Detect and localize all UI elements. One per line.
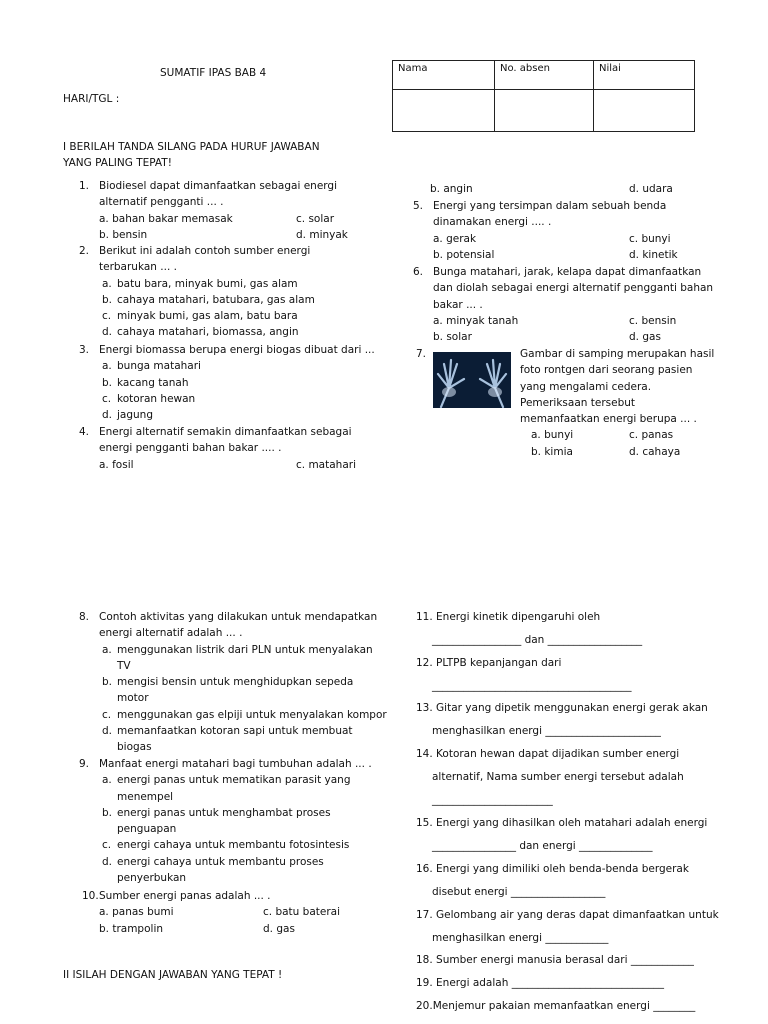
question-text: Pemeriksaan tersebut	[520, 396, 636, 409]
name-field[interactable]	[393, 90, 495, 132]
option-letter: c.	[102, 310, 112, 323]
option-a[interactable]: a. gerak	[433, 232, 477, 245]
question-19[interactable]: 19. Energi adalah _____________________________	[416, 977, 664, 989]
option-letter: c.	[102, 708, 112, 721]
question-text: Biodiesel dapat dimanfaatkan sebagai energi	[99, 180, 338, 192]
option-b[interactable]: cahaya matahari, batubara, gas alam	[117, 293, 315, 306]
question-number: 3.	[79, 344, 90, 356]
question-text: dan diolah sebagai energi alternatif pengganti bahan	[433, 282, 714, 295]
question-2	[79, 243, 359, 341]
question-text: Energi yang tersimpan dalam sebuah benda	[433, 200, 667, 212]
answer-blank-11[interactable]: _________________ dan __________________	[432, 634, 643, 646]
question-15: 15. Energi yang dihasilkan oleh matahari adalah energi	[416, 817, 708, 829]
option-d[interactable]: d. kinetik	[629, 248, 678, 261]
option-b[interactable]: mengisi bensin untuk menghidupkan sepeda	[117, 676, 354, 689]
question-number: 9.	[79, 758, 90, 770]
question-text: foto rontgen dari seorang pasien	[520, 364, 693, 377]
option-letter: b.	[102, 293, 113, 306]
page-title: SUMATIF IPAS BAB 4	[160, 67, 267, 79]
question-number: 1.	[79, 180, 90, 192]
option-a[interactable]: a. bunyi	[531, 429, 574, 442]
option-c[interactable]: c. matahari	[296, 458, 356, 471]
option-d[interactable]: d. udara	[629, 183, 673, 195]
option-d-cont: biogas	[117, 741, 152, 754]
option-b[interactable]: b. angin	[430, 183, 473, 195]
option-letter: c.	[102, 839, 112, 852]
answer-blank-13[interactable]: menghasilkan energi ______________________	[432, 725, 661, 737]
question-5	[413, 198, 693, 263]
option-letter: a.	[102, 360, 112, 373]
question-text: energi alternatif adalah ... .	[99, 627, 243, 640]
question-text: yang mengalami cedera.	[520, 380, 652, 393]
option-letter: c.	[102, 392, 112, 405]
option-a-cont: TV	[117, 659, 131, 672]
answer-blank-17[interactable]: menghasilkan energi ____________	[432, 932, 609, 944]
option-b[interactable]: b. kimia	[531, 445, 573, 458]
option-b-cont: penguapan	[117, 823, 177, 836]
option-c[interactable]: c. solar	[296, 212, 335, 225]
option-a[interactable]: energi panas untuk mematikan parasit yang	[117, 774, 351, 787]
question-number: 7.	[416, 348, 427, 360]
option-letter: b.	[102, 676, 113, 689]
option-letter: b.	[102, 806, 113, 819]
question-7	[520, 346, 720, 460]
question-text: memanfaatkan energi berupa ... .	[520, 413, 697, 426]
question-number: 10.	[82, 890, 99, 902]
option-d[interactable]: memanfaatkan kotoran sapi untuk membuat	[117, 725, 353, 738]
option-letter: d.	[102, 409, 113, 422]
option-letter: d.	[102, 855, 113, 868]
option-letter: b.	[102, 376, 113, 389]
question-4-continued	[430, 181, 680, 197]
option-a[interactable]: a. fosil	[99, 458, 134, 471]
question-8	[79, 609, 387, 756]
question-number: 4.	[79, 426, 90, 438]
option-letter: a.	[102, 643, 112, 656]
question-14-cont: alternatif, Nama sumber energi tersebut adalah	[432, 771, 684, 783]
option-c[interactable]: c. panas	[629, 429, 674, 442]
question-10	[82, 888, 359, 937]
option-a-cont: menempel	[117, 790, 174, 803]
question-20[interactable]: 20.Menjemur pakaian memanfaatkan energi ________	[416, 1000, 696, 1012]
question-text: Energi biomassa berupa energi biogas dibuat dari ...	[99, 344, 375, 356]
question-9	[79, 756, 379, 886]
option-d[interactable]: jagung	[117, 409, 153, 422]
option-d[interactable]: d. gas	[263, 922, 295, 935]
section-1-title	[63, 139, 320, 171]
question-text: bakar ... .	[433, 298, 483, 311]
option-a[interactable]: a. bahan bakar memasak	[99, 212, 233, 225]
option-a[interactable]: a. panas bumi	[99, 906, 174, 919]
xray-hands-image	[433, 352, 511, 408]
question-text: dinamakan energi .... .	[433, 216, 552, 229]
option-c[interactable]: c. bensin	[629, 314, 677, 327]
question-13: 13. Gitar yang dipetik menggunakan energi gerak akan	[416, 702, 708, 714]
question-text: Sumber energi panas adalah ... .	[99, 890, 271, 902]
option-c[interactable]: kotoran hewan	[117, 392, 196, 405]
option-c[interactable]: energi cahaya untuk membantu fotosintesis	[117, 839, 350, 852]
option-b[interactable]: b. trampolin	[99, 922, 164, 935]
option-d[interactable]: energi cahaya untuk membantu proses	[117, 855, 324, 868]
question-16: 16. Energi yang dimiliki oleh benda-benda bergerak	[416, 863, 689, 875]
option-letter: d.	[102, 725, 113, 738]
question-number: 8.	[79, 611, 90, 623]
question-number: 6.	[413, 266, 424, 278]
option-a[interactable]: batu bara, minyak bumi, gas alam	[117, 277, 298, 290]
option-a[interactable]: a. minyak tanah	[433, 314, 519, 327]
option-d[interactable]: d. minyak	[296, 228, 348, 241]
student-info-table	[392, 60, 695, 132]
answer-blank-16[interactable]: disebut energi __________________	[432, 886, 606, 898]
question-text: alternatif pengganti ... .	[99, 196, 224, 209]
question-number: 5.	[413, 200, 424, 212]
option-a[interactable]: menggunakan listrik dari PLN untuk menyalakan	[117, 643, 373, 656]
question-text: Bunga matahari, jarak, kelapa dapat dimanfaatkan	[433, 266, 702, 278]
absen-header: No. absen	[495, 61, 594, 90]
question-18[interactable]: 18. Sumber energi manusia berasal dari ____________	[416, 954, 694, 966]
answer-blank-12[interactable]: ______________________________________	[432, 680, 632, 692]
question-text: Contoh aktivitas yang dilakukan untuk mendapatkan	[99, 611, 378, 623]
option-c[interactable]: minyak bumi, gas alam, batu bara	[117, 310, 298, 323]
option-d-cont: penyerbukan	[117, 872, 187, 885]
option-d[interactable]: cahaya matahari, biomassa, angin	[117, 326, 299, 339]
question-text: terbarukan ... .	[99, 261, 177, 274]
question-17: 17. Gelombang air yang deras dapat dimanfaatkan untuk	[416, 909, 719, 921]
section-1-line1: I BERILAH TANDA SILANG PADA HURUF JAWABAN	[63, 141, 320, 153]
answer-blank-15[interactable]: ________________ dan energi ______________	[432, 840, 653, 852]
option-b[interactable]: b. solar	[433, 331, 472, 344]
question-1	[79, 178, 359, 243]
option-c[interactable]: menggunakan gas elpiji untuk menyalakan kompor	[117, 708, 387, 721]
option-d[interactable]: d. cahaya	[629, 445, 681, 458]
question-14: 14. Kotoran hewan dapat dijadikan sumber energi	[416, 748, 680, 760]
option-a[interactable]: bunga matahari	[117, 360, 201, 373]
answer-blank-14[interactable]: _______________________	[432, 794, 553, 806]
question-11: 11. Energi kinetik dipengaruhi oleh	[416, 611, 601, 623]
question-text: energi pengganti bahan bakar .... .	[99, 442, 282, 455]
option-letter: a.	[102, 774, 112, 787]
absen-field[interactable]	[495, 90, 594, 132]
option-b-cont: motor	[117, 692, 149, 705]
question-text: Gambar di samping merupakan hasil	[520, 348, 715, 360]
option-letter: a.	[102, 277, 112, 290]
nilai-field[interactable]	[594, 90, 695, 132]
option-c[interactable]: c. batu baterai	[263, 906, 341, 919]
nilai-header: Nilai	[594, 61, 695, 90]
option-d[interactable]: d. gas	[629, 331, 661, 344]
section-2-title: II ISILAH DENGAN JAWABAN YANG TEPAT !	[63, 969, 283, 981]
question-text: Manfaat energi matahari bagi tumbuhan adalah ... .	[99, 758, 372, 770]
question-6	[413, 264, 714, 345]
question-4	[79, 424, 369, 473]
question-text: Berikut ini adalah contoh sumber energi	[99, 245, 311, 257]
date-label: HARI/TGL :	[63, 93, 120, 105]
option-letter: d.	[102, 326, 113, 339]
section-1-line2: YANG PALING TEPAT!	[63, 157, 172, 169]
option-b[interactable]: kacang tanah	[117, 376, 189, 389]
option-c[interactable]: c. bunyi	[629, 232, 671, 245]
question-number: 2.	[79, 245, 90, 257]
question-text: Energi alternatif semakin dimanfaatkan sebagai	[99, 426, 352, 438]
option-b[interactable]: b. bensin	[99, 228, 148, 241]
name-header: Nama	[393, 61, 495, 90]
question-3	[79, 342, 375, 423]
option-b[interactable]: b. potensial	[433, 248, 495, 261]
question-12: 12. PLTPB kepanjangan dari	[416, 657, 562, 669]
option-b[interactable]: energi panas untuk menghambat proses	[117, 806, 331, 819]
